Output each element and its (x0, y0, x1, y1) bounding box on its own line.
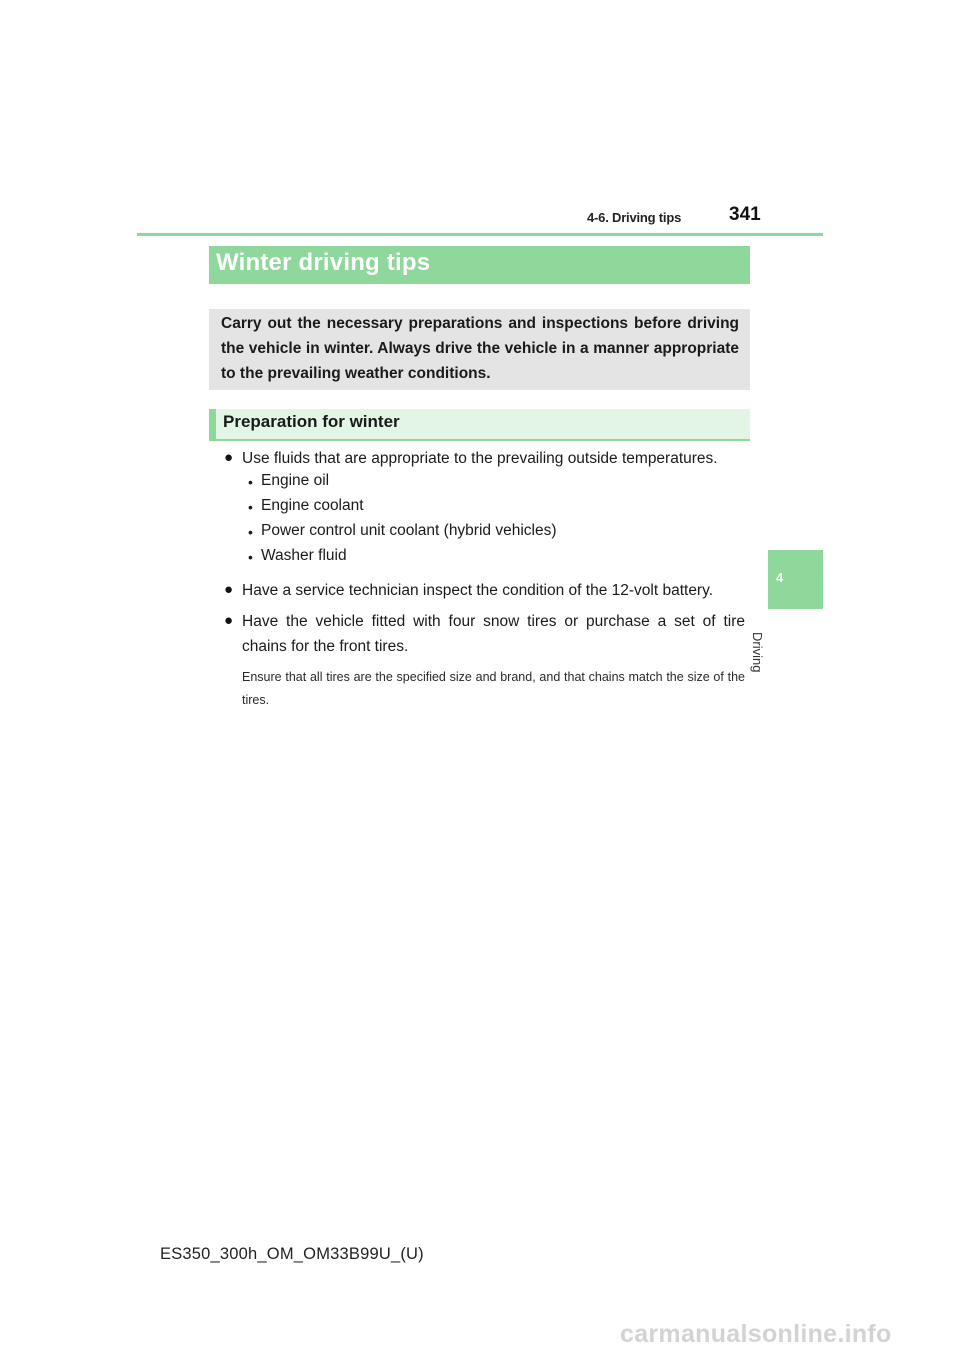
bullet-icon: ● (224, 581, 234, 598)
document-code: ES350_300h_OM_OM33B99U_(U) (160, 1245, 424, 1263)
subitem-washer-fluid: Washer fluid (261, 547, 347, 564)
watermark: carmanualsonline.info (620, 1320, 892, 1348)
section-header: 4-6. Driving tips (587, 210, 682, 225)
tire-note: Ensure that all tires are the specified size and brand, and that chains match the size of the tires. (242, 670, 745, 707)
bullet-text-battery: Have a service technician inspect the condition of the 12-volt battery. (242, 582, 714, 599)
subitem-dot: • (248, 499, 253, 515)
chapter-number: 4 (776, 570, 784, 585)
page-title: Winter driving tips (216, 249, 431, 276)
subitem-power-control-coolant: Power control unit coolant (hybrid vehicles) (261, 522, 557, 539)
bullet-text-fluids: Use fluids that are appropriate to the prevailing outside temperatures. (242, 450, 718, 467)
page-number: 341 (729, 204, 761, 225)
subitem-dot: • (248, 524, 253, 540)
bullet-text-snow-tires: Have the vehicle fitted with four snow tires or purchase a set of tire chains for the front tires. (242, 613, 745, 655)
subitem-engine-oil: Engine oil (261, 472, 330, 489)
bullet-icon: ● (224, 612, 234, 629)
subsection-title: Preparation for winter (223, 412, 400, 431)
subitem-dot: • (248, 549, 253, 565)
subitem-engine-coolant: Engine coolant (261, 497, 364, 514)
bullet-icon: ● (224, 449, 234, 466)
subitem-dot: • (248, 474, 253, 490)
intro-text: Carry out the necessary preparations and inspections before driving the vehicle in winter. Always drive the vehicle in a manner appropriate to the prevailing weather conditions. (221, 315, 739, 382)
subsection-accent-bar (209, 409, 216, 441)
chapter-label: Driving (750, 632, 765, 673)
header-divider (137, 233, 823, 236)
